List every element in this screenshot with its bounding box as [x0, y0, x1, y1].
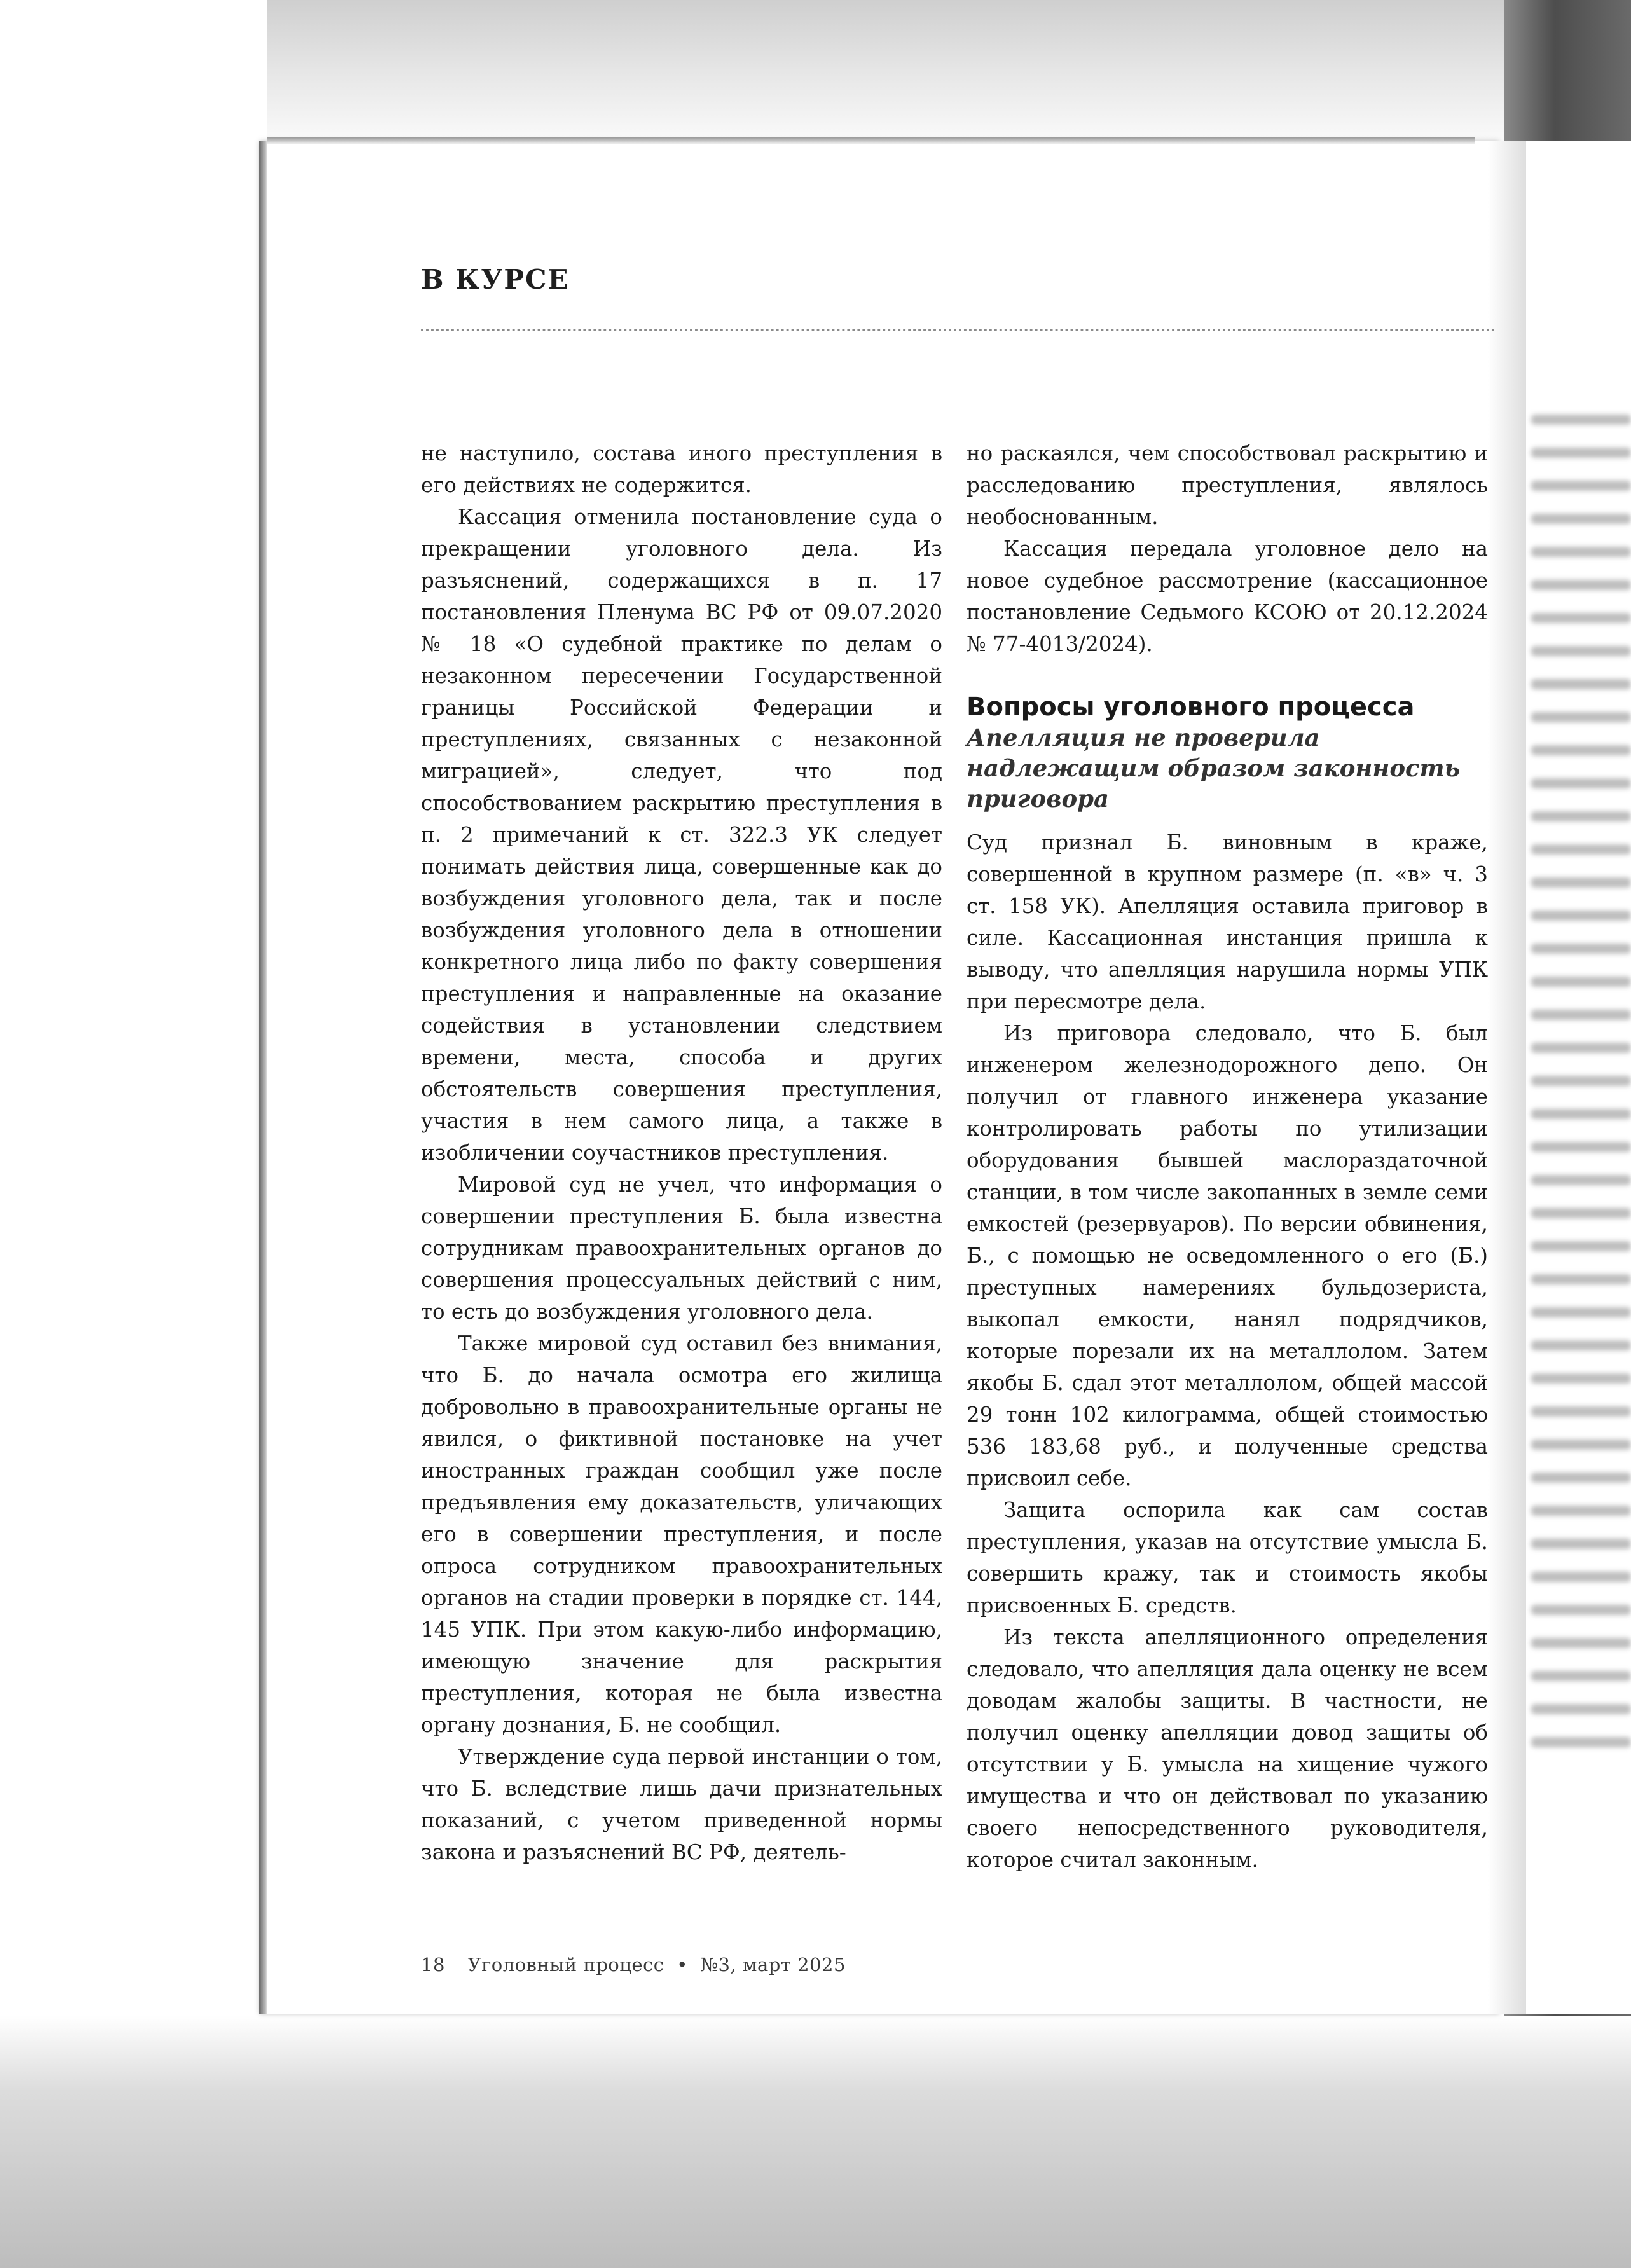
paragraph: Мировой суд не учел, что информация о совершении преступления Б. была известна сотрудникам правоохранительных органов до совершения процессуальных действий с ним, то есть до возбуждения уголовного дела.: [421, 1172, 942, 1324]
right-column: [967, 437, 1488, 1876]
scan-background-bottom: [0, 2016, 1631, 2268]
footer-separator: •: [677, 1954, 688, 1976]
paragraph: Кассация отменила постановление суда о прекращении уголовного дела. Из разъяснений, содержащихся в п. 17 постановления Пленума ВС РФ от 09.07.2020 № 18 «О судебной практике по делам о незаконном пересечении Государственной границы Российской Федерации и преступлениях, связанных с незаконной миграцией», следует, что под способствованием раскрытию преступления в п. 2 примечаний к ст. 322.3 УК следует понимать действия лица, совершенные как до возбуждения уголовного дела, так и после возбуждения уголовного дела в отношении конкретного лица либо по факту совершения преступления и направленные на оказание содействия в установлении следствием времени, места, способа и других обстоятельств совершения преступления, участия в нем самого лица, а также в изобличении соучастников преступления.: [421, 505, 942, 1165]
header-divider: [421, 329, 1496, 331]
paragraph: Кассация передала уголовное дело на новое судебное рассмотрение (кассационное постановление Седьмого КСОЮ от 20.12.2024 № 77-4013/2024).: [967, 537, 1488, 656]
section-header: В КУРСЕ: [421, 264, 570, 295]
paragraph: не наступило, состава иного преступления в его действиях не содержится.: [421, 441, 942, 497]
paragraph: Из приговора следовало, что Б. был инженером железнодорожного депо. Он получил от главного инженера указание контролировать работы по утилизации оборудования бывшей маслораздаточной станции, в том числе закопанных в земле семи емкостей (резервуаров). По версии обвинения, Б., с помощью не осведомленного о его (Б.) преступных намерениях бульдозериста, выкопал емкости, нанял подрядчиков, которые порезали их на металлолом. Затем якобы Б. сдал этот металлолом, общей массой 29 тонн 102 килограмма, общей стоимостью 536 183,68 руб., и полученные средства присвоил себе.: [967, 1021, 1488, 1490]
paragraph: Утверждение суда первой инстанции о том, что Б. вследствие лишь дачи признательных показаний, с учетом приведенной нормы закона и разъяснений ВС РФ, деятель-: [421, 1745, 942, 1864]
article-subheading: Апелляция не проверила надлежащим образом законность приговора: [967, 724, 1461, 813]
page-gutter-shadow: [1488, 141, 1526, 2014]
paragraph: но раскаялся, чем способствовал раскрытию и расследованию преступления, являлось необоснованным.: [967, 441, 1488, 529]
left-column: [421, 437, 942, 1868]
page-footer: [421, 1954, 846, 1976]
rubric-heading: Вопросы уголовного процесса: [967, 692, 1415, 722]
paragraph: Суд признал Б. виновным в краже, совершенной в крупном размере (п. «в» ч. 3 ст. 158 УК). Апелляция оставила приговор в силе. Кассационная инстанция пришла к выводу, что апелляция нарушила нормы УПК при пересмотре дела.: [967, 830, 1488, 1014]
page-top-edge: [267, 137, 1475, 144]
page-spine-edge: [259, 141, 267, 2014]
issue-info: №3, март 2025: [700, 1954, 846, 1976]
scan-background-top: [267, 0, 1631, 159]
page-number: 18: [421, 1954, 445, 1976]
paragraph: Защита оспорила как сам состав преступления, указав на отсутствие умысла Б. совершить кражу, так и стоимость якобы присвоенных Б. средств.: [967, 1498, 1488, 1618]
paragraph: Из текста апелляционного определения следовало, что апелляция дала оценку не всем доводам жалобы защиты. В частности, не получил оценку апелляции довод защиты об отсутствии у Б. умысла на хищение чужого имущества и что он действовал по указанию своего непосредственного руководителя, которое считал законным.: [967, 1625, 1488, 1872]
journal-title: Уголовный процесс: [467, 1954, 664, 1976]
paragraph: Также мировой суд оставил без внимания, что Б. до начала осмотра его жилища добровольно в правоохранительные органы не явился, о фиктивной постановке на учет иностранных граждан сообщил уже после предъявления ему доказательств, уличающих его в совершении преступления, и после опроса сотрудником правоохранительных органов на стадии проверки в порядке ст. 144, 145 УПК. При этом какую-либо информацию, имеющую значение для раскрытия преступления, которая не была известна органу дознания, Б. не сообщил.: [421, 1331, 942, 1737]
